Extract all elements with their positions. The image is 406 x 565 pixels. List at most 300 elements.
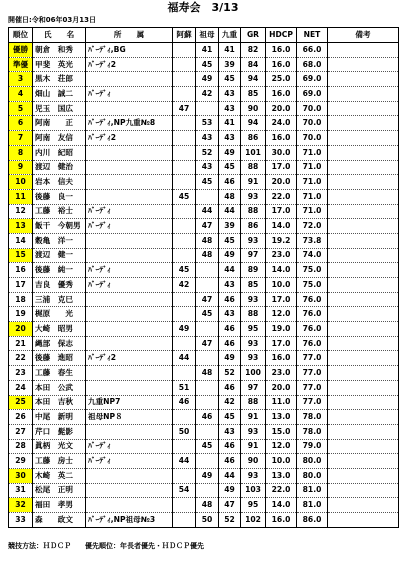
handicap-cell: 14.0 xyxy=(266,219,297,234)
table-row xyxy=(9,395,399,410)
sobo-score-cell: 47 xyxy=(196,219,219,234)
note-cell xyxy=(328,380,399,395)
gross-cell: 93 xyxy=(241,468,266,483)
sobo-score-cell: 47 xyxy=(196,292,219,307)
table-row xyxy=(9,322,399,337)
name-cell: 梶原 光 xyxy=(33,307,86,322)
name-cell: 福田 孝男 xyxy=(33,498,86,513)
gross-cell: 95 xyxy=(241,498,266,513)
kuju-score-cell: 43 xyxy=(219,278,241,293)
table-row xyxy=(9,439,399,454)
handicap-cell: 16.0 xyxy=(266,131,297,146)
name-cell: 吉良 優秀 xyxy=(33,278,86,293)
handicap-cell: 17.0 xyxy=(266,336,297,351)
header-affiliation: 所 属 xyxy=(86,28,173,43)
gross-cell: 85 xyxy=(241,278,266,293)
gross-cell: 94 xyxy=(241,116,266,131)
affiliation-cell xyxy=(86,292,173,307)
gross-cell: 100 xyxy=(241,366,266,381)
net-cell: 77.0 xyxy=(297,351,328,366)
table-row xyxy=(9,278,399,293)
affiliation-cell xyxy=(86,233,173,248)
net-cell: 71.0 xyxy=(297,145,328,160)
affiliation-cell: 九重NP7 xyxy=(86,395,173,410)
affiliation-cell xyxy=(86,72,173,87)
rank-cell: 13 xyxy=(9,219,33,234)
note-cell xyxy=(328,204,399,219)
name-cell: 眞柄 光文 xyxy=(33,439,86,454)
handicap-cell: 19.2 xyxy=(266,233,297,248)
net-cell: 68.0 xyxy=(297,57,328,72)
aso-score-cell: 44 xyxy=(173,454,196,469)
affiliation-cell: 祖母NP８ xyxy=(86,410,173,425)
note-cell xyxy=(328,424,399,439)
handicap-cell: 10.0 xyxy=(266,454,297,469)
rank-cell: 20 xyxy=(9,322,33,337)
note-cell xyxy=(328,160,399,175)
table-row xyxy=(9,292,399,307)
rank-cell: 23 xyxy=(9,366,33,381)
table-row xyxy=(9,468,399,483)
sobo-score-cell: 48 xyxy=(196,366,219,381)
handicap-cell: 13.0 xyxy=(266,468,297,483)
name-cell: 渡辺 健治 xyxy=(33,160,86,175)
net-cell: 80.0 xyxy=(297,468,328,483)
note-cell xyxy=(328,483,399,498)
sobo-score-cell: 43 xyxy=(196,160,219,175)
affiliation-cell: ﾊﾞｰﾃﾞｨ xyxy=(86,204,173,219)
name-cell: 中尾 新明 xyxy=(33,410,86,425)
net-cell: 79.0 xyxy=(297,439,328,454)
note-cell xyxy=(328,87,399,102)
kuju-score-cell: 46 xyxy=(219,439,241,454)
handicap-cell: 11.0 xyxy=(266,395,297,410)
name-cell: 畑山 誠二 xyxy=(33,87,86,102)
kuju-score-cell: 47 xyxy=(219,498,241,513)
aso-score-cell xyxy=(173,72,196,87)
name-cell: 工藤 房士 xyxy=(33,454,86,469)
affiliation-cell xyxy=(86,175,173,190)
table-row xyxy=(9,175,399,190)
page-title: 福寿会 3/13 xyxy=(167,1,239,14)
net-cell: 70.0 xyxy=(297,131,328,146)
kuju-score-cell: 44 xyxy=(219,204,241,219)
aso-score-cell: 42 xyxy=(173,278,196,293)
affiliation-cell: ﾊﾞｰﾃﾞｨ xyxy=(86,263,173,278)
note-cell xyxy=(328,248,399,263)
aso-score-cell xyxy=(173,410,196,425)
gross-cell: 97 xyxy=(241,248,266,263)
affiliation-cell xyxy=(86,366,173,381)
aso-score-cell xyxy=(173,336,196,351)
aso-score-cell xyxy=(173,145,196,160)
net-cell: 70.0 xyxy=(297,101,328,116)
net-cell: 69.0 xyxy=(297,87,328,102)
sobo-score-cell xyxy=(196,351,219,366)
handicap-cell: 13.0 xyxy=(266,410,297,425)
name-cell: 三浦 克巳 xyxy=(33,292,86,307)
handicap-cell: 20.0 xyxy=(266,380,297,395)
note-cell xyxy=(328,292,399,307)
gross-cell: 93 xyxy=(241,336,266,351)
kuju-score-cell: 46 xyxy=(219,380,241,395)
gross-cell: 88 xyxy=(241,160,266,175)
note-cell xyxy=(328,439,399,454)
table-row xyxy=(9,72,399,87)
header-gross: GR xyxy=(241,28,266,43)
sobo-score-cell: 53 xyxy=(196,116,219,131)
aso-score-cell xyxy=(173,116,196,131)
table-row xyxy=(9,219,399,234)
name-cell: 阿南 友信 xyxy=(33,131,86,146)
aso-score-cell: 47 xyxy=(173,101,196,116)
aso-score-cell xyxy=(173,307,196,322)
handicap-cell: 12.0 xyxy=(266,439,297,454)
sobo-score-cell xyxy=(196,263,219,278)
rank-cell: 19 xyxy=(9,307,33,322)
aso-score-cell: 44 xyxy=(173,351,196,366)
handicap-cell: 17.0 xyxy=(266,292,297,307)
sobo-score-cell: 44 xyxy=(196,204,219,219)
name-cell: 黒木 荘郎 xyxy=(33,72,86,87)
sobo-score-cell xyxy=(196,189,219,204)
gross-cell: 91 xyxy=(241,439,266,454)
handicap-cell: 16.0 xyxy=(266,351,297,366)
gross-cell: 94 xyxy=(241,72,266,87)
handicap-cell: 20.0 xyxy=(266,175,297,190)
rank-cell: 5 xyxy=(9,101,33,116)
affiliation-cell xyxy=(86,101,173,116)
header-kuju: 九重 xyxy=(219,28,241,43)
aso-score-cell xyxy=(173,366,196,381)
net-cell: 80.0 xyxy=(297,454,328,469)
net-cell: 75.0 xyxy=(297,278,328,293)
note-cell xyxy=(328,336,399,351)
table-row xyxy=(9,131,399,146)
kuju-score-cell: 46 xyxy=(219,175,241,190)
note-cell xyxy=(328,351,399,366)
sobo-score-cell: 50 xyxy=(196,513,219,528)
aso-score-cell xyxy=(173,439,196,454)
affiliation-cell xyxy=(86,160,173,175)
table-row xyxy=(9,336,399,351)
rank-cell: 31 xyxy=(9,483,33,498)
gross-cell: 103 xyxy=(241,483,266,498)
gross-cell: 88 xyxy=(241,395,266,410)
net-cell: 77.0 xyxy=(297,395,328,410)
note-cell xyxy=(328,43,399,58)
header-handicap: HDCP xyxy=(266,28,297,43)
net-cell: 76.0 xyxy=(297,322,328,337)
note-cell xyxy=(328,175,399,190)
name-cell: 阿南 正 xyxy=(33,116,86,131)
handicap-cell: 16.0 xyxy=(266,513,297,528)
handicap-cell: 25.0 xyxy=(266,72,297,87)
name-cell: 児玉 国広 xyxy=(33,101,86,116)
affiliation-cell xyxy=(86,498,173,513)
results-body xyxy=(9,43,399,528)
affiliation-cell xyxy=(86,424,173,439)
kuju-score-cell: 46 xyxy=(219,454,241,469)
affiliation-cell: ﾊﾞｰﾃﾞｨ,NP祖母№3 xyxy=(86,513,173,528)
gross-cell: 91 xyxy=(241,410,266,425)
table-row xyxy=(9,204,399,219)
gross-cell: 95 xyxy=(241,322,266,337)
table-row xyxy=(9,351,399,366)
affiliation-cell xyxy=(86,189,173,204)
sobo-score-cell: 47 xyxy=(196,336,219,351)
name-cell: 内川 紀昭 xyxy=(33,145,86,160)
gross-cell: 93 xyxy=(241,351,266,366)
rank-cell: 準優 xyxy=(9,57,33,72)
rank-cell: 22 xyxy=(9,351,33,366)
table-row xyxy=(9,498,399,513)
net-cell: 76.0 xyxy=(297,292,328,307)
net-cell: 69.0 xyxy=(297,72,328,87)
note-cell xyxy=(328,454,399,469)
name-cell: 芹口 髭影 xyxy=(33,424,86,439)
kuju-score-cell: 39 xyxy=(219,57,241,72)
rank-cell: 28 xyxy=(9,439,33,454)
name-cell: 甲斐 英光 xyxy=(33,57,86,72)
aso-score-cell xyxy=(173,219,196,234)
aso-score-cell xyxy=(173,233,196,248)
table-row xyxy=(9,307,399,322)
sobo-score-cell: 49 xyxy=(196,468,219,483)
table-row xyxy=(9,57,399,72)
aso-score-cell xyxy=(173,175,196,190)
sobo-score-cell xyxy=(196,483,219,498)
kuju-score-cell: 46 xyxy=(219,336,241,351)
aso-score-cell: 50 xyxy=(173,424,196,439)
rank-cell: 9 xyxy=(9,160,33,175)
rank-cell: 7 xyxy=(9,131,33,146)
rank-cell: 33 xyxy=(9,513,33,528)
table-row xyxy=(9,160,399,175)
affiliation-cell: ﾊﾞｰﾃﾞｨ xyxy=(86,454,173,469)
note-cell xyxy=(328,513,399,528)
table-row xyxy=(9,43,399,58)
gross-cell: 101 xyxy=(241,145,266,160)
handicap-cell: 22.0 xyxy=(266,483,297,498)
gross-cell: 86 xyxy=(241,219,266,234)
sobo-score-cell: 42 xyxy=(196,87,219,102)
kuju-score-cell: 43 xyxy=(219,101,241,116)
net-cell: 78.0 xyxy=(297,410,328,425)
affiliation-cell xyxy=(86,322,173,337)
aso-score-cell xyxy=(173,160,196,175)
affiliation-cell: ﾊﾞｰﾃﾞｨ xyxy=(86,439,173,454)
sobo-score-cell: 45 xyxy=(196,175,219,190)
header-rank: 順位 xyxy=(9,28,33,43)
net-cell: 71.0 xyxy=(297,160,328,175)
name-cell: 後藤 純一 xyxy=(33,263,86,278)
kuju-score-cell: 39 xyxy=(219,219,241,234)
note-cell xyxy=(328,410,399,425)
table-row xyxy=(9,116,399,131)
affiliation-cell xyxy=(86,145,173,160)
sobo-score-cell xyxy=(196,322,219,337)
aso-score-cell xyxy=(173,131,196,146)
handicap-cell: 10.0 xyxy=(266,278,297,293)
aso-score-cell: 46 xyxy=(173,395,196,410)
note-cell xyxy=(328,219,399,234)
table-row xyxy=(9,263,399,278)
note-cell xyxy=(328,395,399,410)
rank-cell: 8 xyxy=(9,145,33,160)
name-cell: 後藤 良一 xyxy=(33,189,86,204)
note-cell xyxy=(328,57,399,72)
kuju-score-cell: 43 xyxy=(219,87,241,102)
rank-cell: 12 xyxy=(9,204,33,219)
rank-cell: 21 xyxy=(9,336,33,351)
sobo-score-cell: 41 xyxy=(196,43,219,58)
sobo-score-cell xyxy=(196,424,219,439)
affiliation-cell xyxy=(86,483,173,498)
name-cell: 縄部 保志 xyxy=(33,336,86,351)
aso-score-cell xyxy=(173,248,196,263)
affiliation-cell xyxy=(86,248,173,263)
net-cell: 81.0 xyxy=(297,483,328,498)
kuju-score-cell: 52 xyxy=(219,513,241,528)
net-cell: 86.0 xyxy=(297,513,328,528)
note-cell xyxy=(328,72,399,87)
rank-cell: 優勝 xyxy=(9,43,33,58)
note-cell xyxy=(328,116,399,131)
sobo-score-cell: 52 xyxy=(196,145,219,160)
rank-cell: 32 xyxy=(9,498,33,513)
sobo-score-cell: 46 xyxy=(196,410,219,425)
note-cell xyxy=(328,131,399,146)
gross-cell: 93 xyxy=(241,189,266,204)
gross-cell: 88 xyxy=(241,204,266,219)
name-cell: 森 政文 xyxy=(33,513,86,528)
aso-score-cell: 51 xyxy=(173,380,196,395)
kuju-score-cell: 46 xyxy=(219,322,241,337)
name-cell: 本田 吉秋 xyxy=(33,395,86,410)
affiliation-cell: ﾊﾞｰﾃﾞｨ,BG xyxy=(86,43,173,58)
gross-cell: 88 xyxy=(241,307,266,322)
rank-cell: 14 xyxy=(9,233,33,248)
affiliation-cell: ﾊﾞｰﾃﾞｨ2 xyxy=(86,57,173,72)
aso-score-cell: 49 xyxy=(173,322,196,337)
affiliation-cell xyxy=(86,336,173,351)
table-row xyxy=(9,189,399,204)
net-cell: 74.0 xyxy=(297,248,328,263)
sobo-score-cell xyxy=(196,395,219,410)
kuju-score-cell: 41 xyxy=(219,116,241,131)
aso-score-cell xyxy=(173,43,196,58)
kuju-score-cell: 45 xyxy=(219,72,241,87)
name-cell: 工藤 春生 xyxy=(33,366,86,381)
rank-cell: 16 xyxy=(9,263,33,278)
affiliation-cell: ﾊﾞｰﾃﾞｨ2 xyxy=(86,351,173,366)
net-cell: 71.0 xyxy=(297,204,328,219)
header-note: 備考 xyxy=(328,28,399,43)
sobo-score-cell xyxy=(196,101,219,116)
name-cell: 工藤 裕士 xyxy=(33,204,86,219)
rank-cell: 29 xyxy=(9,454,33,469)
table-row xyxy=(9,101,399,116)
handicap-cell: 16.0 xyxy=(266,43,297,58)
sobo-score-cell: 45 xyxy=(196,307,219,322)
handicap-cell: 14.0 xyxy=(266,498,297,513)
rank-cell: 27 xyxy=(9,424,33,439)
name-cell: 渡辺 健一 xyxy=(33,248,86,263)
rank-cell: 10 xyxy=(9,175,33,190)
affiliation-cell: ﾊﾞｰﾃﾞｨ xyxy=(86,219,173,234)
rank-cell: 25 xyxy=(9,395,33,410)
handicap-cell: 17.0 xyxy=(266,204,297,219)
handicap-cell: 12.0 xyxy=(266,307,297,322)
handicap-cell: 16.0 xyxy=(266,57,297,72)
note-cell xyxy=(328,366,399,381)
net-cell: 78.0 xyxy=(297,424,328,439)
kuju-score-cell: 49 xyxy=(219,145,241,160)
aso-score-cell: 45 xyxy=(173,189,196,204)
gross-cell: 85 xyxy=(241,87,266,102)
table-row xyxy=(9,483,399,498)
table-row xyxy=(9,145,399,160)
net-cell: 77.0 xyxy=(297,366,328,381)
handicap-cell: 20.0 xyxy=(266,101,297,116)
note-cell xyxy=(328,145,399,160)
aso-score-cell xyxy=(173,57,196,72)
rank-cell: 11 xyxy=(9,189,33,204)
sobo-score-cell: 45 xyxy=(196,439,219,454)
sobo-score-cell xyxy=(196,278,219,293)
kuju-score-cell: 44 xyxy=(219,263,241,278)
header-sobo: 祖母 xyxy=(196,28,219,43)
gross-cell: 93 xyxy=(241,292,266,307)
rank-cell: 30 xyxy=(9,468,33,483)
header-net: NET xyxy=(297,28,328,43)
header-row xyxy=(9,28,399,43)
kuju-score-cell: 41 xyxy=(219,43,241,58)
affiliation-cell: ﾊﾞｰﾃﾞｨ xyxy=(86,87,173,102)
kuju-score-cell: 43 xyxy=(219,424,241,439)
name-cell: 松尾 正明 xyxy=(33,483,86,498)
rank-cell: 17 xyxy=(9,278,33,293)
note-cell xyxy=(328,233,399,248)
affiliation-cell: ﾊﾞｰﾃﾞｨ,NP九重№8 xyxy=(86,116,173,131)
table-row xyxy=(9,454,399,469)
table-row xyxy=(9,513,399,528)
gross-cell: 90 xyxy=(241,454,266,469)
table-row xyxy=(9,380,399,395)
gross-cell: 97 xyxy=(241,380,266,395)
net-cell: 71.0 xyxy=(297,189,328,204)
table-row xyxy=(9,366,399,381)
name-cell: 木崎 英二 xyxy=(33,468,86,483)
handicap-cell: 23.0 xyxy=(266,248,297,263)
kuju-score-cell: 46 xyxy=(219,292,241,307)
net-cell: 71.0 xyxy=(297,175,328,190)
net-cell: 73.8 xyxy=(297,233,328,248)
note-cell xyxy=(328,307,399,322)
net-cell: 75.0 xyxy=(297,263,328,278)
kuju-score-cell: 49 xyxy=(219,483,241,498)
gross-cell: 84 xyxy=(241,57,266,72)
kuju-score-cell: 52 xyxy=(219,366,241,381)
aso-score-cell xyxy=(173,468,196,483)
net-cell: 70.0 xyxy=(297,116,328,131)
handicap-cell: 23.0 xyxy=(266,366,297,381)
rank-cell: 6 xyxy=(9,116,33,131)
sobo-score-cell xyxy=(196,380,219,395)
kuju-score-cell: 43 xyxy=(219,307,241,322)
name-cell: 朝倉 和秀 xyxy=(33,43,86,58)
